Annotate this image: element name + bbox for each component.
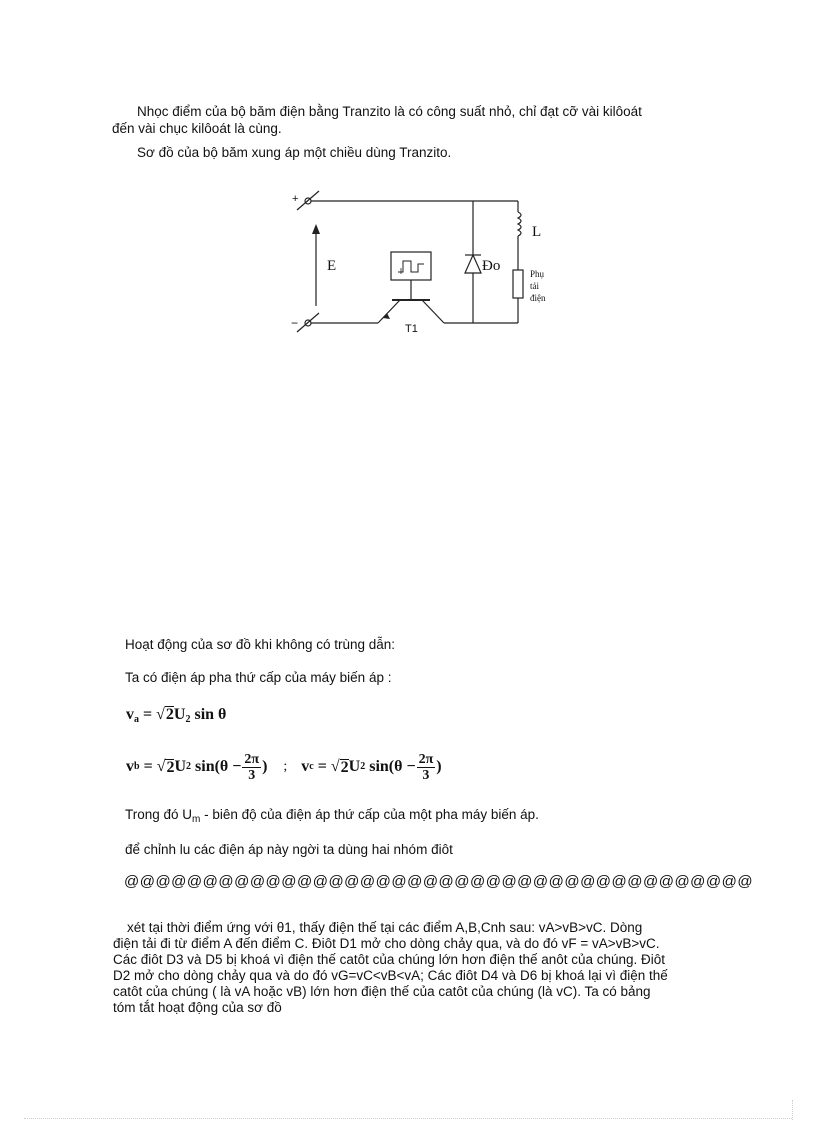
u-subscript: 2	[185, 714, 191, 725]
vb-subscript: b	[134, 761, 140, 772]
vc-subscript: c	[309, 761, 314, 772]
sqrt-two: 2	[165, 706, 174, 723]
paragraph-operation-heading: Hoạt động của sơ đồ khi không có trùng dẫn:	[125, 637, 396, 652]
amplitude-text: Trong đó U	[125, 807, 193, 822]
at-sign-line: @@@@@@@@@@@@@@@@@@@@@@@@@@@@@@@@@@@@@@@@	[124, 873, 754, 890]
va-symbol: v	[126, 706, 134, 723]
amplitude-rest: - biên độ của điện áp thứ cấp của một pha máy biến áp.	[200, 807, 539, 822]
load-label-line1: Phụ	[530, 269, 545, 279]
source-voltage-label: E	[327, 258, 337, 274]
semicolon: ;	[283, 759, 288, 774]
u-symbol: U	[348, 758, 361, 775]
final-line-3: Các điôt D3 và D5 bị khoá vì điện thế catôt của chúng lớn hơn điện thế anôt của chúng. Điôt	[113, 952, 666, 967]
plus-terminal-label: +	[292, 193, 299, 205]
minus-terminal-label: −	[291, 316, 299, 330]
fraction-two-pi-over-three	[417, 752, 436, 783]
u-subscript: 2	[186, 761, 192, 772]
final-line-4: D2 mở cho dòng chảy qua và do đó vG=vC<vB<vA; Các điôt D4 và D6 bị khoá lại vì điện thế	[113, 968, 668, 983]
equals-sign: =	[143, 758, 153, 775]
final-line-2: điện tải đi từ điểm A đến điểm C. Điôt D1 mở cho dòng chảy qua, và do đó vF = vA>vB>vC.	[113, 936, 660, 951]
paragraph-transformer-voltage: Ta có điện áp pha thứ cấp của máy biến áp :	[125, 670, 392, 685]
page-bottom-border	[24, 1118, 792, 1119]
sine-theta: sin θ	[194, 706, 227, 723]
equals-sign: =	[317, 758, 327, 775]
sqrt-two: 2	[340, 759, 349, 776]
load-label	[530, 268, 546, 304]
load-label-line2: tải	[530, 281, 539, 291]
equation-va: $v_a = √2U_2$ sin θ	[126, 706, 227, 725]
diode-label: Đo	[482, 258, 501, 274]
transistor-label: T1	[405, 323, 418, 335]
paragraph-intro-line2: đến vài chục kilôoát là cùng.	[112, 121, 282, 136]
sqrt-two: 2	[166, 759, 175, 776]
u-symbol: U	[174, 758, 187, 775]
fraction-denominator: 3	[422, 767, 430, 783]
inductor-label: L	[532, 224, 542, 240]
final-line-1: xét tại thời điểm ứng với θ1, thấy điện thế tại các điểm A,B,Cnh sau: vA>vB>vC. Dòng	[127, 920, 643, 935]
fraction-numerator: 2π	[418, 751, 434, 767]
va-subscript: a	[134, 714, 139, 725]
chopper-circuit-diagram	[280, 182, 560, 342]
load-label-line3: điện	[530, 293, 546, 303]
equals-sign: =	[143, 706, 153, 723]
sine-open: sin(θ −	[369, 758, 416, 775]
final-line-5: catôt của chúng ( là vA hoặc vB) lớn hơn điện thế của catôt của chúng (là vC). Ta có bảng	[113, 984, 651, 999]
equation-vb-vc: v b = √ 2 U 2 sin(θ − $\frac{2\pi}{3}$ ) ; v c = √ 2 U 2 sin(θ − $\frac{2\pi}{3}$ )	[126, 748, 442, 786]
amplitude-subscript: m	[192, 814, 201, 825]
paragraph-amplitude	[125, 807, 539, 828]
u-subscript: 2	[360, 761, 366, 772]
paragraph-rectifier: để chỉnh lu các điện áp này ngời ta dùng hai nhóm điôt	[125, 842, 453, 857]
u-symbol: U	[173, 706, 186, 723]
fraction-two-pi-over-three	[242, 752, 261, 783]
vb-symbol: v	[126, 758, 134, 775]
fraction-numerator: 2π	[244, 751, 260, 767]
paragraph-intro-line1: Nhọc điểm của bộ băm điện bằng Tranzito là có công suất nhỏ, chỉ đạt cỡ vài kilôoát	[137, 104, 642, 119]
page-corner-mark	[792, 1100, 793, 1120]
sine-open: sin(θ −	[195, 758, 242, 775]
vc-symbol: v	[301, 758, 310, 775]
paragraph-schematic-caption: Sơ đồ của bộ băm xung áp một chiều dùng Tranzito.	[137, 145, 452, 160]
close-paren: )	[262, 758, 268, 775]
fraction-denominator: 3	[248, 767, 256, 783]
close-paren: )	[436, 758, 442, 775]
final-line-6: tóm tắt hoạt động của sơ đồ	[113, 1000, 282, 1015]
